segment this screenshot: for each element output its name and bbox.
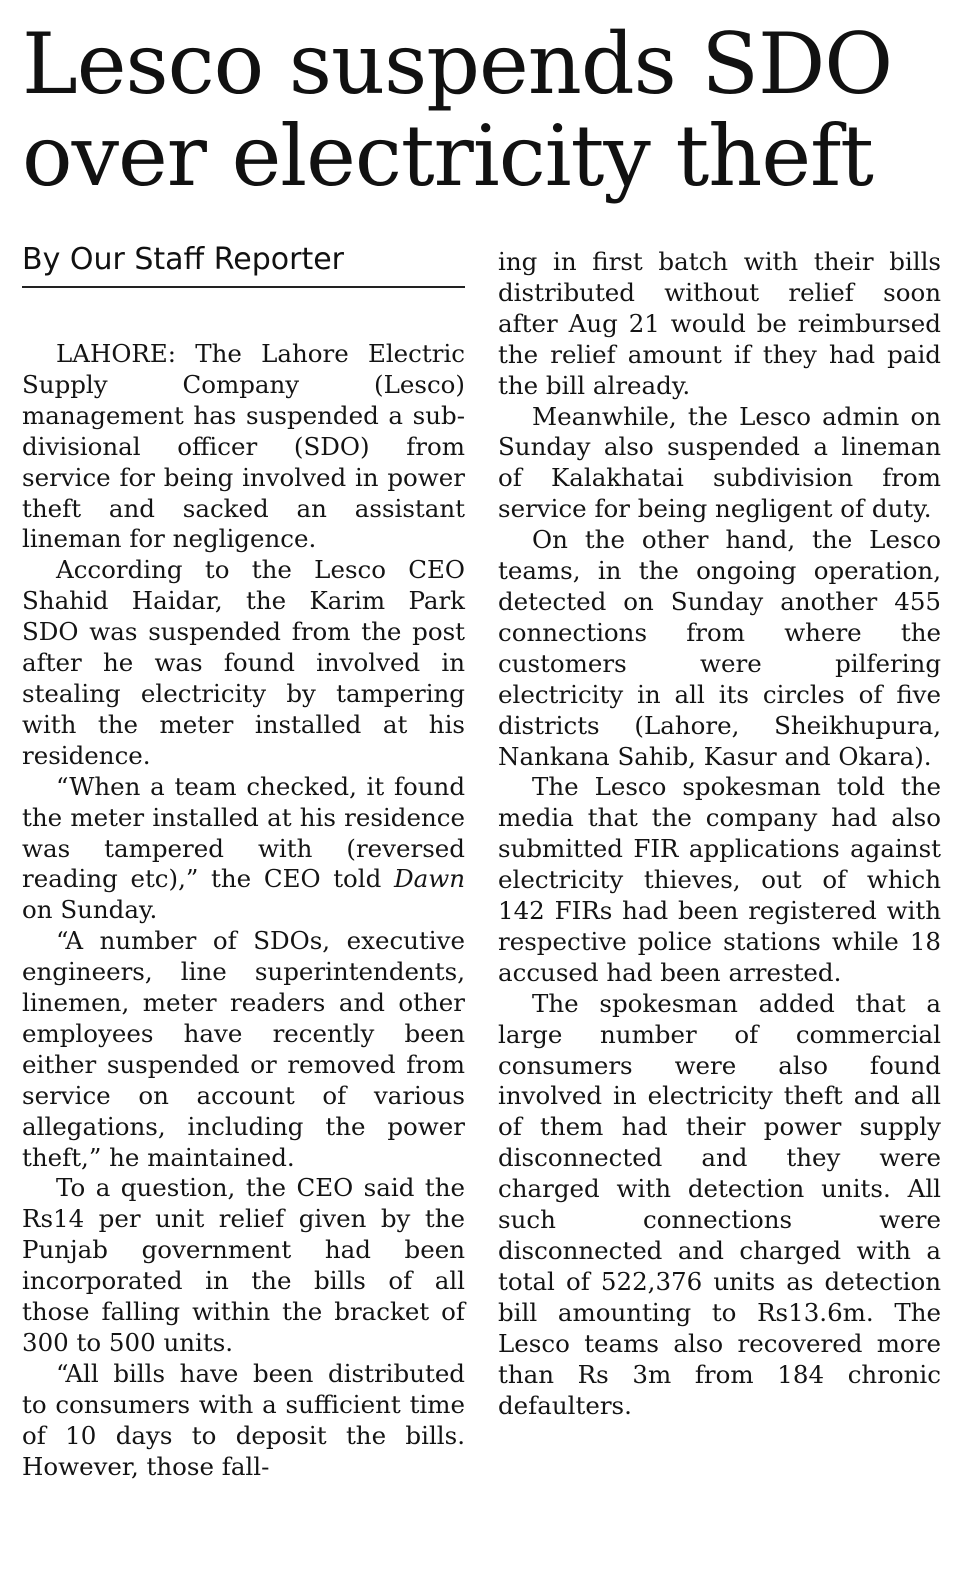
paragraph: The spokesman added that a large number of commercial consumers were also found involved in electricity theft and all of them had their power supply disconnected and they were charged with detection units. All such connections were disconnected and charged with a total of 522,376 units as detection bill amounting to Rs13.6m. The Lesco teams also recovered more than Rs 3m from 184 chronic defaulters.	[498, 988, 941, 1420]
paragraph: The Lesco spokesman told the media that the company had also submitted FIR applications against electricity thieves, out of which 142 FIRs had been registered with respective police stations while 18 accused had been arrested.	[498, 772, 941, 987]
paragraph: Meanwhile, the Lesco admin on Sunday also suspended a lineman of Kalakhatai subdivision from service for being negligent of duty.	[498, 401, 941, 524]
paragraph: To a question, the CEO said the Rs14 per unit relief given by the Punjab government had been incorporated in the bills of all those falling within the bracket of 300 to 500 units.	[22, 1173, 465, 1357]
article-column-right	[498, 247, 941, 1421]
paragraph: On the other hand, the Lesco teams, in the ongoing operation, detected on Sunday another 455 connections from where the customers were pilfering electricity in all its circles of five districts (Lahore, Sheikhupura, Nankana Sahib, Kasur and Okara).	[498, 525, 941, 771]
paragraph: LAHORE: The Lahore Electric Supply Company (Lesco) management has suspended a sub-divisional officer (SDO) from service for being involved in power theft and sacked an assistant lineman for negligence.	[22, 339, 465, 554]
paragraph: “All bills have been distributed to consumers with a sufficient time of 10 days to deposit the bills. However, those fall-	[22, 1358, 465, 1481]
paragraph-continued: ing in first batch with their bills distributed without relief soon after Aug 21 would be reimbursed the relief amount if they had paid the bill already.	[498, 247, 941, 400]
byline: By Our Staff Reporter	[22, 240, 465, 288]
newspaper-name: Dawn	[394, 864, 466, 894]
quote-text: “When a team checked, it found the meter installed at his residence was tampered with (reversed reading etc),” the CEO told	[22, 771, 465, 894]
paragraph	[22, 772, 465, 927]
article-column-left	[22, 339, 465, 1483]
paragraph: “A number of SDOs, executive engineers, line superintendents, linemen, meter readers and other employees have recently been either suspended or removed from service on account of various allegations, including the power theft,” he maintained.	[22, 926, 465, 1172]
paragraph: According to the Lesco CEO Shahid Haidar, the Karim Park SDO was suspended from the post after he was found involved in stealing electricity by tampering with the meter installed at his residence.	[22, 555, 465, 770]
quote-text-end: on Sunday.	[22, 895, 158, 925]
headline: Lesco suspends SDO over electricity theft	[22, 15, 893, 205]
